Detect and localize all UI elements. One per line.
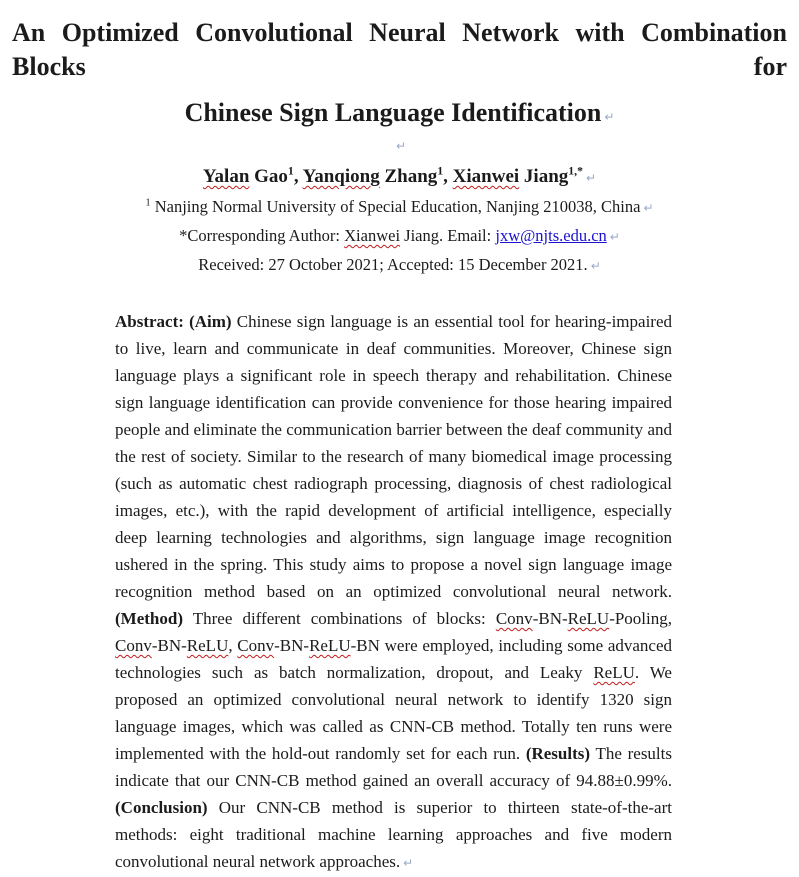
paper-title-line1: An Optimized Convolutional Neural Network with Combination Blocks for	[12, 18, 787, 81]
text-segment: -Pooling,	[609, 609, 672, 628]
text-segment: Our CNN-CB method is superior to thirteen state-of-the-art methods: eight traditional machine learning approaches and five modern convolutional neural network approaches.	[115, 798, 672, 871]
text-segment: Yalan	[202, 166, 250, 187]
paper-title-line2	[10, 96, 789, 134]
text-segment: Jiang	[519, 166, 569, 187]
text-segment: ReLU	[309, 636, 351, 655]
received-accepted-line	[10, 251, 789, 280]
email-link[interactable]: jxw@njts.edu.cn	[495, 226, 607, 245]
text-segment: Xianwei	[344, 226, 401, 245]
abstract-paragraph	[115, 308, 672, 877]
text-segment: -BN were employed, including some advanced technologies such as batch normalization, dropout, and Leaky	[115, 636, 673, 682]
text-segment: 1	[287, 164, 294, 178]
paragraph-mark-icon: ↵	[586, 171, 597, 185]
text-segment: Conv	[237, 636, 275, 655]
text-segment: (Results)	[525, 744, 591, 763]
paragraph-mark-icon: ↵	[643, 201, 654, 215]
text-segment: Conv	[115, 636, 152, 655]
paragraph-mark-icon: ↵	[403, 856, 414, 870]
paragraph-mark-icon: ↵	[604, 110, 615, 124]
text-segment: Chinese Sign Language Identification	[184, 98, 602, 127]
affiliation-line	[10, 193, 789, 222]
corresponding-author-line	[10, 222, 789, 251]
text-segment: -BN-	[274, 636, 310, 655]
text-segment: Abstract: (Aim)	[115, 312, 232, 331]
text-segment: Nanjing Normal University of Special Education, Nanjing 210038, China	[150, 197, 641, 216]
text-segment: ReLU	[593, 663, 635, 682]
authors-line	[10, 162, 789, 193]
text-segment: ReLU	[186, 636, 229, 655]
paragraph-mark-icon: ↵	[395, 139, 407, 153]
text-segment: Received: 27 October 2021; Accepted: 15 December 2021.	[198, 255, 588, 274]
empty-paragraph	[10, 134, 789, 158]
text-segment: 1	[145, 197, 151, 209]
paragraph-mark-icon: ↵	[590, 259, 601, 273]
text-segment: . We proposed an optimized convolutional neural network to identify 1320 sign language images, which was called as CNN-CB method. Totally ten runs were implemented with the hold-out randomly set for each run.	[115, 663, 672, 763]
text-segment: -BN-	[532, 609, 568, 628]
text-segment: Jiang. Email:	[400, 226, 496, 245]
text-segment: (Conclusion)	[115, 798, 208, 817]
text-segment: Conv	[495, 609, 533, 628]
text-segment: Yanqiong	[302, 166, 380, 187]
text-segment: Xianwei	[452, 166, 520, 187]
text-segment: (Method)	[115, 609, 183, 628]
text-segment: ,	[228, 636, 238, 655]
paragraph-mark-icon: ↵	[609, 230, 620, 244]
text-segment: ReLU	[567, 609, 610, 628]
text-segment: ,	[443, 166, 453, 187]
text-segment: Gao	[249, 166, 288, 187]
text-segment: *Corresponding Author:	[179, 226, 345, 245]
text-segment: ,	[293, 166, 303, 187]
text-segment: The results indicate that our CNN-CB method gained an overall accuracy of 94.88±0.99%.	[115, 744, 672, 790]
text-segment: -BN-	[151, 636, 187, 655]
text-segment: 1	[437, 164, 444, 178]
text-segment: Three different combinations of blocks:	[182, 609, 496, 628]
text-segment: Zhang	[379, 166, 438, 187]
text-segment: Chinese sign language is an essential tool for hearing-impaired to live, learn and communicate in deaf communities. Moreover, Chinese sign language plays a significant role in speech therapy and rehabilitation. Chinese sign language identification can provide convenience for those hearing impaired people and eliminate the communication barrier between the deaf community and the rest of society. Similar to the research of many biomedical image processing (such as automatic chest radiograph processing, diagnosis of chest radiological images, etc.), with the rapid development of artificial intelligence, especially deep learning technologies and algorithms, sign language image recognition ushered in the spring. This study aims to propose a novel sign language image recognition method based on an optimized convolutional neural network.	[115, 312, 672, 601]
text-segment: 1,*	[568, 164, 583, 178]
